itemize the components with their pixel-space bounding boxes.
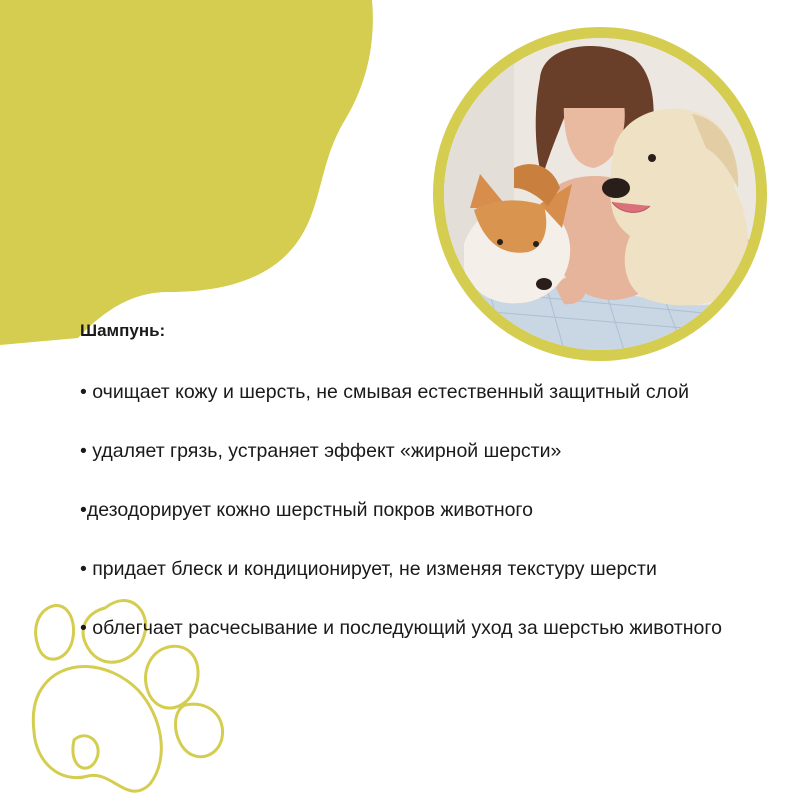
photo-illustration <box>444 38 756 350</box>
photo-frame <box>433 27 767 361</box>
heading: Шампунь: <box>80 321 166 340</box>
text-content <box>80 316 760 673</box>
list-item: •дезодорирует кожно шерстный покров животного <box>80 499 533 521</box>
list-item: • придает блеск и кондиционирует, не изменяя текстуру шерсти <box>80 558 657 580</box>
list-item: • удаляет грязь, устраняет эффект «жирной шерсти» <box>80 440 562 462</box>
list-item: • облегчает расчесывание и последующий уход за шерстью животного <box>80 617 722 639</box>
list-item: • очищает кожу и шерсть, не смывая естественный защитный слой <box>80 381 689 403</box>
woman-with-dogs-photo <box>444 38 756 350</box>
